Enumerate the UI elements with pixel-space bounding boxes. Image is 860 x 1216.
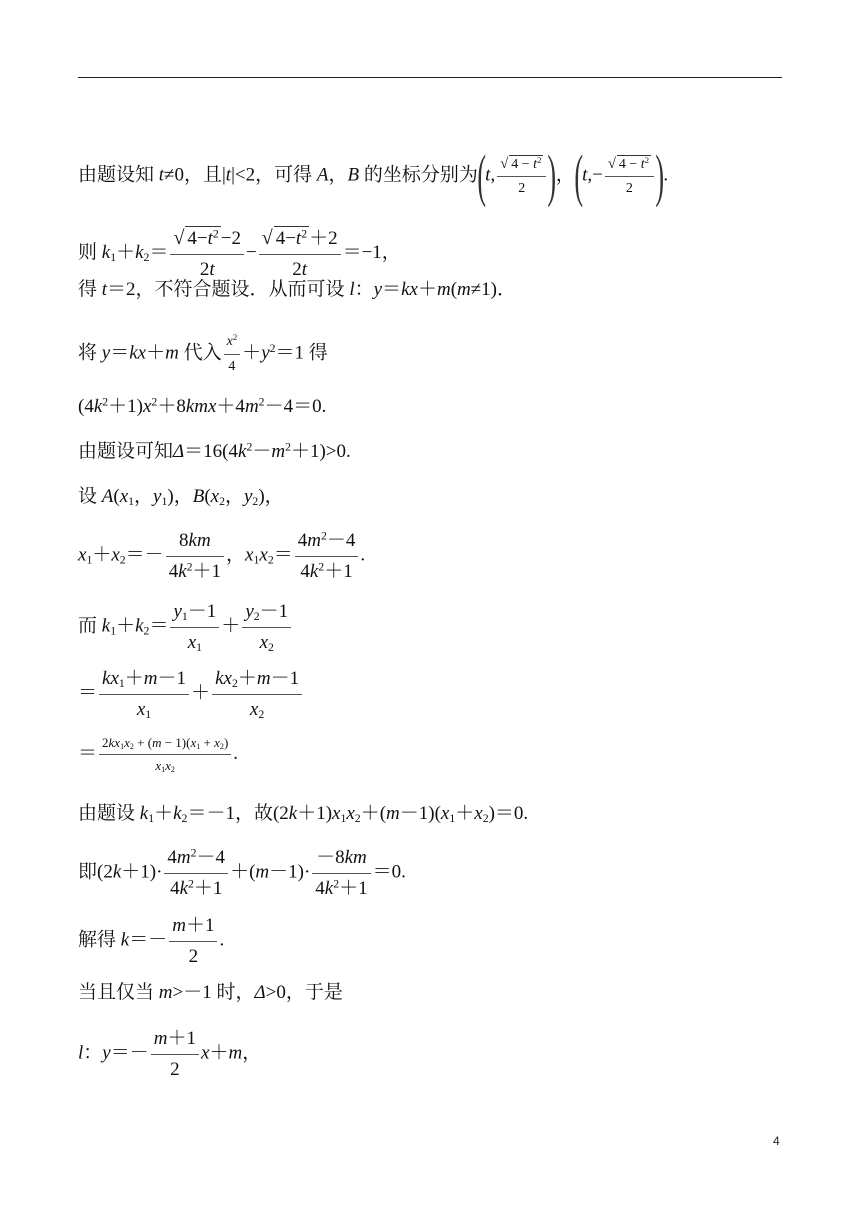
text-line-14: 解得 k＝－ $\frac{m+1}{2}$ .	[78, 915, 225, 967]
page-number: 4	[773, 1134, 780, 1148]
text-line-1: 由题设知 t≠0，且|t|<2，可得 A，B 的坐标分别为(t, $\frac{√ 4 - t^2}{2}$ )，(t,− $\frac{√ 4 - t^2}{2}$ ).	[78, 143, 669, 208]
header-rule	[78, 77, 782, 78]
text-line-15: 当且仅当 m>－1 时，Δ>0，于是	[78, 982, 343, 1003]
text-line-13: 即(2k＋1)· $\frac{4m^2-4}{4k^2+1}$ ＋(m－1)· $\frac{-8km}{4k^2+1}$ ＝0.	[78, 846, 406, 899]
text-line-11: ＝ $\frac{2kx_1x_2 + (m - 1)(x_1 + x_2)}{x_1x_2}$ .	[78, 735, 239, 775]
text-line-16: l：y＝－ $\frac{m+1}{2}$ x＋m，	[78, 1028, 262, 1080]
text-line-5: $(4k^2+1)x^2+8kmx+4m^2-4=0$.	[78, 395, 327, 417]
text-line-7: 设 $A(x_1$，$y_1$)，$B(x_2$，$y_2$)，	[78, 486, 284, 508]
text-line-4: 将 y＝kx＋m 代入 $\frac{x^2}{4}$ $+y^2=1$ 得	[78, 332, 328, 374]
text-line-10: ＝ $\frac{kx_1+m-1}{x_1}$ ＋ $\frac{kx_2+m-1}{x_2}$	[78, 667, 304, 722]
text-line-6: 由题设可知$\Delta=16(4k^2-m^2+1)>0$.	[78, 440, 351, 462]
text-line-3: 得 t＝2，不符合题设．从而可设 l：y＝kx＋m(m≠1)．	[78, 279, 517, 300]
text-line-9: 而 $k_1+k_2=$ $\frac{y_1-1}{x_1}$ ＋ $\frac{y_2-1}{x_2}$	[78, 600, 293, 655]
text-line-12: 由题设 $k_1+k_2=-1$，故$(2k+1)x_1x_2+(m-1)(x_1+x_2)=0$.	[78, 803, 529, 825]
text-line-8: $x_1+x_2=-$ $\frac{8km}{4k^2+1}$ ，$x_1x_2=$ $\frac{4m^2-4}{4k^2+1}$ .	[78, 529, 366, 582]
text-line-2: 则 $k_1+k_2=$ $\frac{√ 4-t^2 -2}{2t}$ − $\frac{√ 4-t^2 +2}{2t}$ ＝−1，	[78, 227, 401, 280]
